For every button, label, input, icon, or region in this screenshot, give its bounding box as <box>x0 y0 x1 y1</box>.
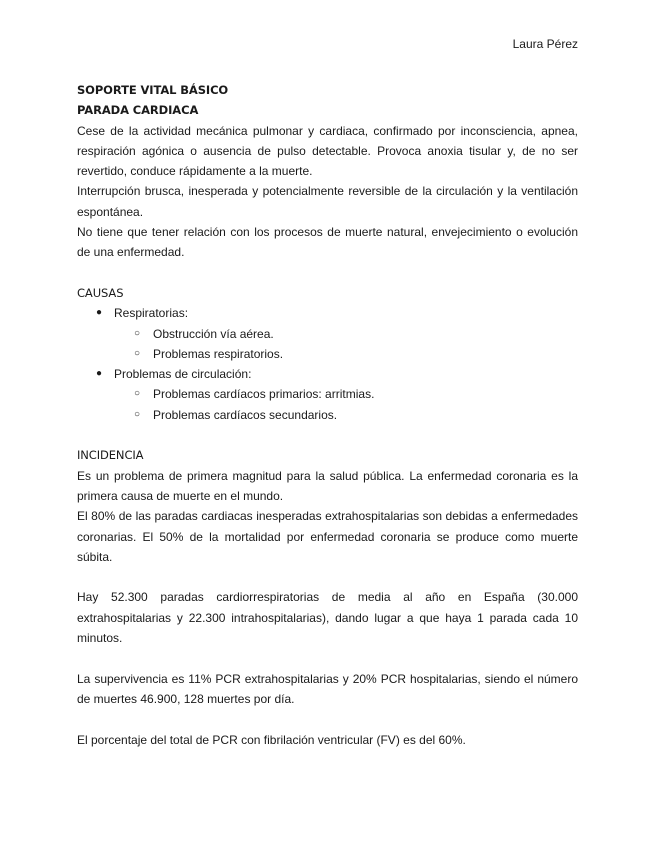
hollow-bullet-icon: ○ <box>134 388 141 400</box>
list-item <box>77 364 578 425</box>
sub-list-item <box>114 344 578 364</box>
paragraph: Cese de la actividad mecánica pulmonar y cardiaca, confirmado por inconsciencia, apnea, respiración agónica o ausencia de pulso detectable. Provoca anoxia tisular y, de no ser revertido, conduce rápidamente a la muerte. <box>77 123 578 179</box>
list-item-label: Problemas de circulación: <box>114 367 252 382</box>
sub-list <box>114 324 578 365</box>
list-item <box>77 303 578 364</box>
list-item-label: Respiratorias: <box>114 306 189 321</box>
document-title: SOPORTE VITAL BÁSICO <box>77 83 229 97</box>
paragraph: Interrupción brusca, inesperada y potencialmente reversible de la circulación y la ventilación espontánea. <box>77 184 578 219</box>
sub-list-item <box>114 405 578 425</box>
section-heading-parada: PARADA CARDIACA <box>77 103 199 118</box>
causas-list <box>77 303 578 425</box>
paragraph: El porcentaje del total de PCR con fibrilación ventricular (FV) es del 60%. <box>77 732 466 747</box>
paragraph: Hay 52.300 paradas cardiorrespiratorias de media al año en España (30.000 extrahospitalarias y 22.300 intrahospitalarias), dando lugar a que haya 1 parada cada 10 minutos. <box>77 590 578 646</box>
paragraph: Es un problema de primera magnitud para la salud pública. La enfermedad coronaria es la primera causa de muerte en el mundo. <box>77 468 578 503</box>
bullet-icon: ● <box>96 368 103 380</box>
hollow-bullet-icon: ○ <box>134 408 141 420</box>
document-body <box>77 80 578 750</box>
section-heading-incidencia: INCIDENCIA <box>77 448 144 463</box>
sub-list-item-label: Obstrucción vía aérea. <box>153 326 274 341</box>
author-name: Laura Pérez <box>512 37 578 51</box>
paragraph: No tiene que tener relación con los procesos de muerte natural, envejecimiento o evolución de una enfermedad. <box>77 225 578 260</box>
hollow-bullet-icon: ○ <box>134 327 141 339</box>
bullet-icon: ● <box>96 307 103 319</box>
sub-list-item <box>114 324 578 344</box>
sub-list-item <box>114 384 578 404</box>
sub-list-item-label: Problemas cardíacos secundarios. <box>153 407 338 422</box>
hollow-bullet-icon: ○ <box>134 347 141 359</box>
paragraph: El 80% de las paradas cardiacas inesperadas extrahospitalarias son debidas a enfermedades coronarias. El 50% de la mortalidad por enfermedad coronaria se produce como muerte súbita. <box>77 509 578 564</box>
sub-list-item-label: Problemas cardíacos primarios: arritmias. <box>153 387 375 402</box>
sub-list-item-label: Problemas respiratorios. <box>153 346 284 361</box>
sub-list <box>114 384 578 425</box>
paragraph: La supervivencia es 11% PCR extrahospitalarias y 20% PCR hospitalarias, siendo el número de muertes 46.900, 128 muertes por día. <box>77 671 578 706</box>
section-heading-causas: CAUSAS <box>77 285 124 300</box>
